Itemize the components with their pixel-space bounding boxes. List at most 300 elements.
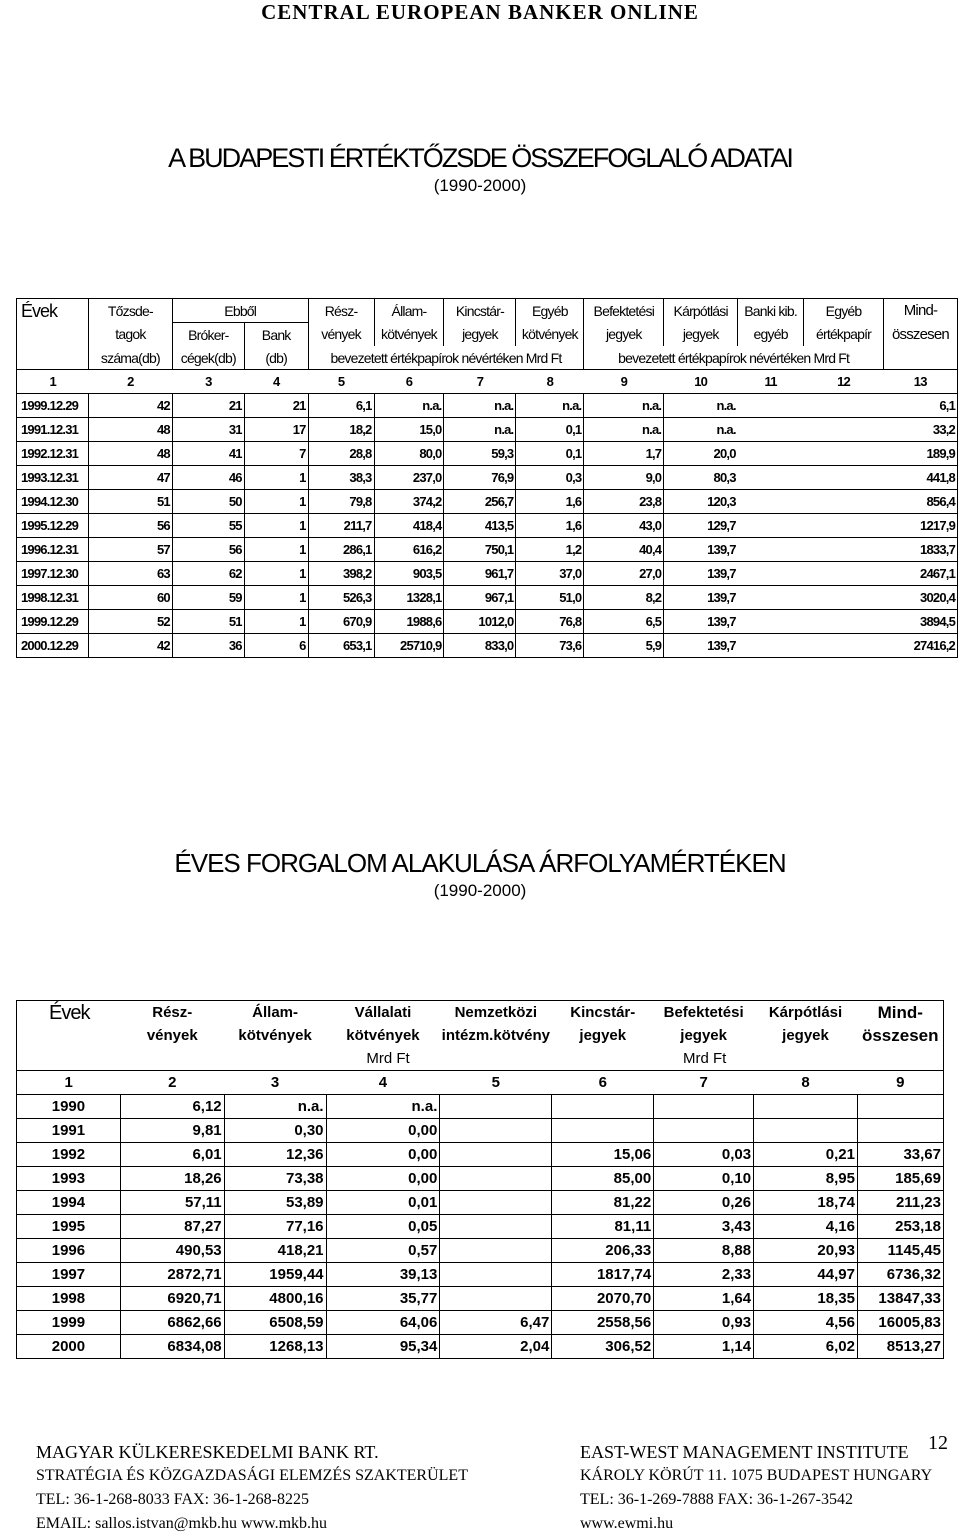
table-row [17,634,958,658]
table-cell: 6,1 [308,394,374,418]
table-cell: 1959,44 [224,1263,326,1287]
table-cell: 1 [244,538,308,562]
table-cell: 57,11 [120,1191,224,1215]
table-cell: 3020,4 [883,586,957,610]
turnover-unit-row [17,1047,944,1071]
table-cell: 80,0 [374,442,444,466]
table-cell: 18,35 [754,1287,858,1311]
table-cell [440,1191,552,1215]
header-cell: Kárpótlási [664,299,738,323]
table-cell [440,1215,552,1239]
table-cell: 1833,7 [883,538,957,562]
header-cell: Egyéb [804,299,884,323]
table-cell: 8,2 [584,586,664,610]
table-cell: 7 [244,442,308,466]
table-cell: 6,5 [584,610,664,634]
table-cell: 48 [88,418,172,442]
table-cell: 903,5 [374,562,444,586]
column-number: 4 [244,370,308,394]
table-cell: 1,64 [654,1287,754,1311]
table-cell: 5,9 [584,634,664,658]
row-year: 1995 [17,1215,121,1239]
table-cell: 1328,1 [374,586,444,610]
table-cell: 139,7 [664,538,738,562]
table-cell: 0,30 [224,1119,326,1143]
table-cell: 85,00 [552,1167,654,1191]
table-cell: 55 [172,514,244,538]
table-cell: 441,8 [883,466,957,490]
table-cell: 3,43 [654,1215,754,1239]
table-cell: 1 [244,586,308,610]
table-cell: 6 [244,634,308,658]
table-cell: 76,9 [444,466,516,490]
column-number: 5 [308,370,374,394]
table-cell: n.a. [584,394,664,418]
footer-institute-name: EAST-WEST MANAGEMENT INSTITUTE [580,1442,909,1462]
table-cell: 51,0 [516,586,584,610]
table-cell: 48 [88,442,172,466]
summary-header-row-3 [17,346,958,370]
table-cell: 253,18 [857,1215,943,1239]
table-cell [804,514,884,538]
table-cell: 0,00 [326,1119,440,1143]
table-cell [804,394,884,418]
page-header: CENTRAL EUROPEAN BANKER ONLINE [261,0,699,24]
header-cell: értékpapír [804,323,884,347]
table-row [17,514,958,538]
table-cell: 139,7 [664,634,738,658]
table-cell: 0,05 [326,1215,440,1239]
row-date: 1992.12.31 [17,442,89,466]
column-number: 7 [654,1071,754,1095]
table-cell: 95,34 [326,1335,440,1359]
table-cell: 398,2 [308,562,374,586]
table-cell: 1817,74 [552,1263,654,1287]
table-cell: 18,74 [754,1191,858,1215]
table-cell: 25710,9 [374,634,444,658]
table-cell: 1 [244,610,308,634]
table-cell [738,466,804,490]
table-cell: 211,23 [857,1191,943,1215]
table-cell: 51 [172,610,244,634]
table-cell: 2558,56 [552,1311,654,1335]
table-cell [738,538,804,562]
row-year: 1999 [17,1311,121,1335]
table-cell: 0,00 [326,1143,440,1167]
table-cell: 81,22 [552,1191,654,1215]
table-cell [804,442,884,466]
table-cell [738,586,804,610]
table-cell: 0,26 [654,1191,754,1215]
table-cell: 1988,6 [374,610,444,634]
table-cell: 76,8 [516,610,584,634]
table-row [17,1335,944,1359]
table-cell: 27,0 [584,562,664,586]
row-date: 1999.12.29 [17,610,89,634]
table-cell: 1,6 [516,514,584,538]
table-row [17,1215,944,1239]
table-cell: 4,16 [754,1215,858,1239]
table-cell [804,610,884,634]
table-cell: 79,8 [308,490,374,514]
table-cell: 37,0 [516,562,584,586]
table-cell: 1217,9 [883,514,957,538]
table-cell: 50 [172,490,244,514]
section1-title: A BUDAPESTI ÉRTÉKTŐZSDE ÖSSZEFOGLALÓ ADATAI [168,143,792,173]
header-cell: Mind- [877,1003,923,1022]
table-cell: 73,38 [224,1167,326,1191]
header-cell: jegyek [664,323,738,347]
table-cell: 40,4 [584,538,664,562]
table-cell: 52 [88,610,172,634]
table-cell: 1 [244,514,308,538]
footer-bank-name: MAGYAR KÜLKERESKEDELMI BANK RT. [36,1442,379,1462]
table-row [17,586,958,610]
column-number: 9 [584,370,664,394]
table-cell: 60 [88,586,172,610]
table-cell: 31 [172,418,244,442]
table-cell: 833,0 [444,634,516,658]
table-cell: 374,2 [374,490,444,514]
table-cell: 1012,0 [444,610,516,634]
table-cell: 77,16 [224,1215,326,1239]
table-cell [857,1119,943,1143]
table-cell: 6862,66 [120,1311,224,1335]
table-cell: 237,0 [374,466,444,490]
column-number: 10 [664,370,738,394]
table-cell: 1268,13 [224,1335,326,1359]
table-cell [804,490,884,514]
table-row [17,442,958,466]
table-cell: 670,9 [308,610,374,634]
table-cell: 27416,2 [883,634,957,658]
summary-table-body [17,394,958,658]
column-number: 1 [17,370,89,394]
column-number: 4 [326,1071,440,1095]
table-cell: 139,7 [664,586,738,610]
table-cell: 8513,27 [857,1335,943,1359]
table-row [17,1167,944,1191]
table-cell: 17 [244,418,308,442]
footer-institute-web: www.ewmi.hu [580,1515,674,1532]
header-cell: egyéb [738,323,804,347]
header-cell: kötvények [374,323,444,347]
table-cell: 0,10 [654,1167,754,1191]
table-cell [738,418,804,442]
table-cell: 139,7 [664,610,738,634]
table-cell: 3894,5 [883,610,957,634]
header-cell: cégek(db) [172,346,244,370]
table-cell: 750,1 [444,538,516,562]
footer-left [36,1440,468,1536]
table-cell: 6920,71 [120,1287,224,1311]
header-cell: Befektetési [663,1004,744,1021]
header-cell: Évek [21,300,58,321]
table-cell: 21 [172,394,244,418]
header-cell: jegyek [782,1027,829,1044]
table-cell [738,490,804,514]
table-cell: 653,1 [308,634,374,658]
table-cell: 2,04 [440,1335,552,1359]
table-row [17,1095,944,1119]
table-row [17,1191,944,1215]
table-row [17,1311,944,1335]
header-cell: kötvények [238,1027,312,1044]
footer-bank-dept: STRATÉGIA ÉS KÖZGAZDASÁGI ELEMZÉS SZAKTERÜLET [36,1467,468,1484]
header-unit-left: bevezetett értékpapírok névértéken Mrd Ft [308,346,584,370]
table-cell: 6,12 [120,1095,224,1119]
table-cell [857,1095,943,1119]
header-cell: jegyek [584,323,664,347]
table-cell: 41 [172,442,244,466]
header-cell: Állam- [252,1004,299,1021]
header-cell: Bank [244,323,308,347]
column-number: 8 [516,370,584,394]
table-cell: 6508,59 [224,1311,326,1335]
header-cell: (db) [244,346,308,370]
table-cell: 961,7 [444,562,516,586]
row-year: 2000 [17,1335,121,1359]
footer-institute-address: KÁROLY KÖRÚT 11. 1075 BUDAPEST HUNGARY [580,1467,933,1484]
table-row [17,538,958,562]
table-cell [552,1095,654,1119]
table-cell: 526,3 [308,586,374,610]
table-cell: 1,6 [516,490,584,514]
header-cell: jegyek [444,323,516,347]
table-cell: 120,3 [664,490,738,514]
summary-header-row-2 [17,323,958,347]
table-cell: 1,14 [654,1335,754,1359]
row-date: 1995.12.29 [17,514,89,538]
table-cell: 1 [244,490,308,514]
table-cell: 856,4 [883,490,957,514]
table-cell: 6,02 [754,1335,858,1359]
table-cell: n.a. [444,394,516,418]
table-cell: 44,97 [754,1263,858,1287]
table-cell: 6834,08 [120,1335,224,1359]
page-number: 12 [928,1432,948,1454]
table-cell: 28,8 [308,442,374,466]
table-row [17,562,958,586]
table-row [17,1263,944,1287]
table-cell: 59 [172,586,244,610]
header-cell: Nemzetközi [454,1004,538,1021]
row-year: 1996 [17,1239,121,1263]
header-cell: összesen [861,1026,939,1045]
header-unit-right: bevezetett értékpapírok névértéken Mrd Ft [584,346,884,370]
table-row [17,394,958,418]
table-cell: 33,67 [857,1143,943,1167]
table-cell: 418,4 [374,514,444,538]
table-cell: 0,3 [516,466,584,490]
table-cell: 56 [88,514,172,538]
table-cell: 35,77 [326,1287,440,1311]
section1-subtitle: (1990-2000) [433,176,527,195]
table-cell: 15,0 [374,418,444,442]
header-cell: vények [146,1027,198,1044]
table-cell: 18,26 [120,1167,224,1191]
table-cell: n.a. [444,418,516,442]
turnover-header-row-1 [17,1001,944,1025]
table-cell: 47 [88,466,172,490]
row-year: 1992 [17,1143,121,1167]
summary-header-row-1 [17,299,958,323]
table-cell: 1,7 [584,442,664,466]
table-cell: 12,36 [224,1143,326,1167]
table-cell: 189,9 [883,442,957,466]
table-cell: n.a. [664,394,738,418]
table-cell: 0,01 [326,1191,440,1215]
table-cell: 139,7 [664,562,738,586]
column-number: 13 [883,370,957,394]
column-number: 12 [804,370,884,394]
header-cell: kötvények [516,323,584,347]
footer-institute-phone: TEL: 36-1-269-7888 FAX: 36-1-267-3542 [580,1491,853,1508]
column-number: 8 [754,1071,858,1095]
table-cell: 87,27 [120,1215,224,1239]
table-cell [804,466,884,490]
table-cell: 16005,83 [857,1311,943,1335]
table-cell: n.a. [516,394,584,418]
table-cell: 185,69 [857,1167,943,1191]
table-cell: 38,3 [308,466,374,490]
table-cell: 8,88 [654,1239,754,1263]
row-year: 1993 [17,1167,121,1191]
column-number: 7 [444,370,516,394]
table-cell [440,1119,552,1143]
footer-bank-phone: TEL: 36-1-268-8033 FAX: 36-1-268-8225 [36,1491,309,1508]
table-cell: n.a. [374,394,444,418]
column-number: 6 [552,1071,654,1095]
table-cell: 967,1 [444,586,516,610]
table-cell: 13847,33 [857,1287,943,1311]
column-number: 3 [172,370,244,394]
table-cell: 4,56 [754,1311,858,1335]
table-row [17,466,958,490]
header-cell: Ebből [172,299,308,323]
table-cell [440,1263,552,1287]
row-date: 1991.12.31 [17,418,89,442]
table-row [17,490,958,514]
table-cell [440,1143,552,1167]
table-row [17,610,958,634]
table-cell: n.a. [664,418,738,442]
header-cell: Banki kib. [738,299,804,323]
table-cell: 0,21 [754,1143,858,1167]
turnover-table [16,1000,944,1359]
table-cell: 1145,45 [857,1239,943,1263]
table-cell: 9,81 [120,1119,224,1143]
column-number: 2 [88,370,172,394]
table-cell [738,562,804,586]
table-cell: 56 [172,538,244,562]
table-cell: 211,7 [308,514,374,538]
table-cell [738,634,804,658]
header-cell: intézm.kötvény [441,1027,551,1044]
row-date: 1998.12.31 [17,586,89,610]
header-cell: száma(db) [88,346,172,370]
turnover-header-row-2 [17,1024,944,1047]
table-cell: 64,06 [326,1311,440,1335]
table-cell: 6,01 [120,1143,224,1167]
table-cell: 53,89 [224,1191,326,1215]
table-cell: 39,13 [326,1263,440,1287]
unit-label-right: Mrd Ft [682,1050,727,1067]
table-cell: 256,7 [444,490,516,514]
header-cell: Évek [49,1001,90,1024]
table-cell: 81,11 [552,1215,654,1239]
table-cell [754,1095,858,1119]
table-cell: 8,95 [754,1167,858,1191]
unit-label-left: Mrd Ft [366,1050,410,1067]
table-cell: 21 [244,394,308,418]
header-cell: Befektetési [584,299,664,323]
footer-bank-email: EMAIL: sallos.istvan@mkb.hu www.mkb.hu [36,1515,328,1532]
table-cell: n.a. [584,418,664,442]
row-date: 1996.12.31 [17,538,89,562]
table-row [17,1119,944,1143]
table-cell: 80,3 [664,466,738,490]
table-row [17,418,958,442]
table-cell: 1 [244,466,308,490]
table-cell: 0,03 [654,1143,754,1167]
table-cell: 6,1 [883,394,957,418]
header-cell: jegyek [680,1027,727,1044]
header-cell: vények [308,323,374,347]
table-cell: 59,3 [444,442,516,466]
table-cell: 4800,16 [224,1287,326,1311]
table-cell: 20,93 [754,1239,858,1263]
row-year: 1997 [17,1263,121,1287]
header-cell: tagok [88,323,172,347]
column-number: 1 [17,1071,121,1095]
table-row [17,1239,944,1263]
row-date: 1994.12.30 [17,490,89,514]
table-cell [552,1119,654,1143]
header-cell: Kincstár- [444,299,516,323]
row-year: 1991 [17,1119,121,1143]
row-year: 1990 [17,1095,121,1119]
row-year: 1998 [17,1287,121,1311]
table-cell: 0,57 [326,1239,440,1263]
summary-number-row [17,370,958,394]
table-row [17,1287,944,1311]
table-cell: 2872,71 [120,1263,224,1287]
header-cell: Kincstár- [570,1004,636,1021]
column-number: 2 [120,1071,224,1095]
table-cell: 6736,32 [857,1263,943,1287]
table-cell: 0,93 [654,1311,754,1335]
table-cell: 51 [88,490,172,514]
header-cell: jegyek [579,1027,627,1044]
table-cell: 490,53 [120,1239,224,1263]
section2-subtitle: (1990-2000) [433,881,527,900]
table-cell [804,586,884,610]
table-cell: 2070,70 [552,1287,654,1311]
table-cell: 33,2 [883,418,957,442]
column-number: 6 [374,370,444,394]
table-cell: 0,1 [516,442,584,466]
table-cell [804,538,884,562]
table-cell: 20,0 [664,442,738,466]
table-cell: 0,00 [326,1167,440,1191]
table-cell: 0,1 [516,418,584,442]
table-cell: 73,6 [516,634,584,658]
table-cell: 63 [88,562,172,586]
table-cell [738,442,804,466]
column-number: 3 [224,1071,326,1095]
table-cell [738,514,804,538]
